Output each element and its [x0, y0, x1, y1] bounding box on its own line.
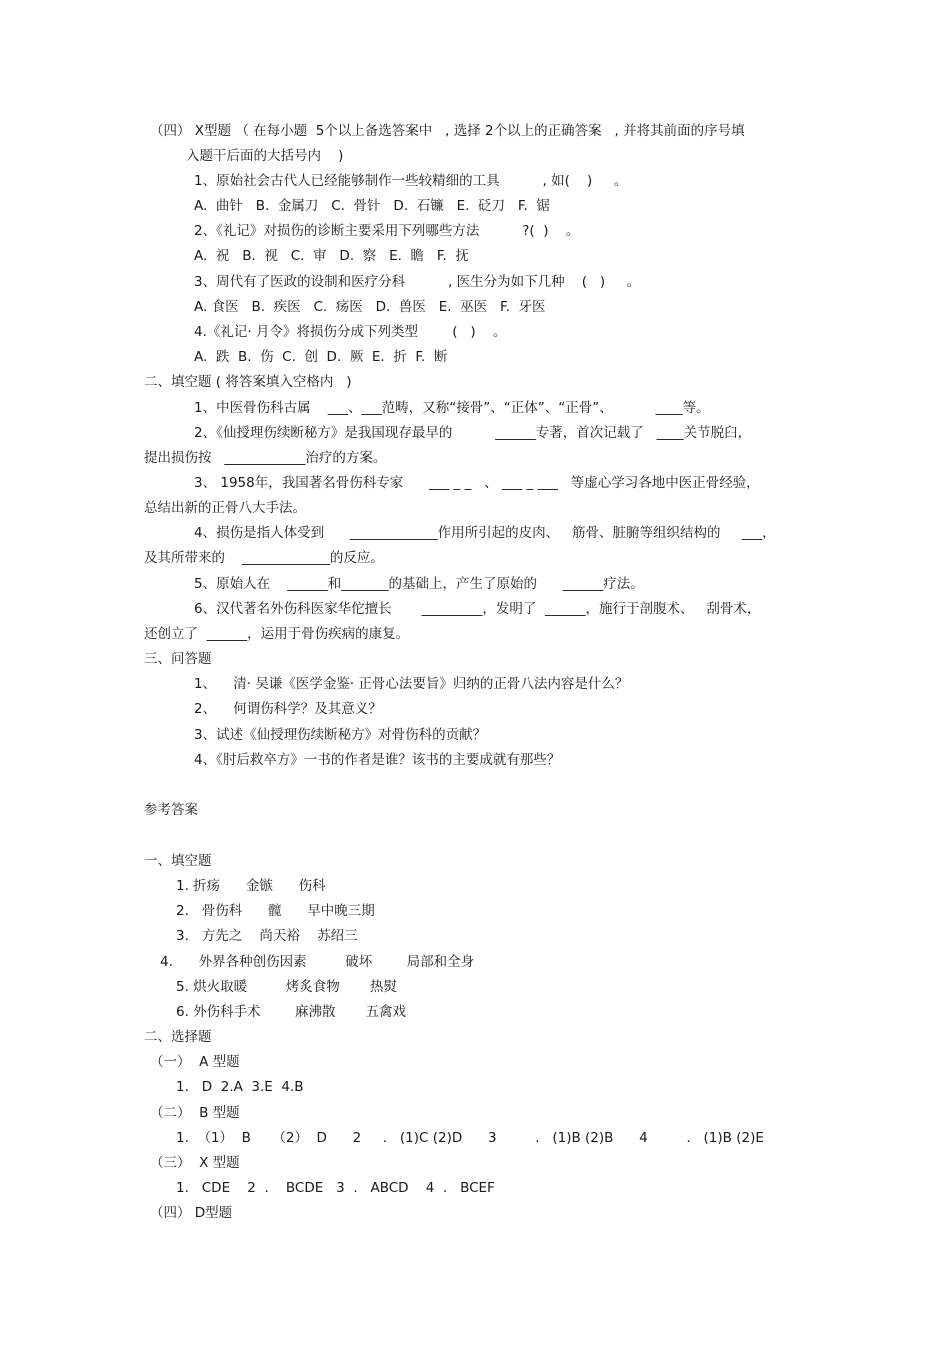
x-type-heading: （四） X型题 （ 在每小题 5个以上备选答案中 , 选择 2个以上的正确答案 , 并将其前面的序号填	[150, 123, 745, 139]
fill-question-2: 2、《仙授理伤续断秘方》是我国现存最早的 ______专著，首次记载了 ____关节脱臼，	[194, 425, 752, 441]
answer-choice-heading: 二、选择题	[144, 1029, 212, 1045]
qa-question-1: 1、 清· 吴谦《医学金鉴· 正骨心法要旨》归纳的正骨八法内容是什么？	[194, 676, 629, 692]
answer-fill-5: 5. 烘火取暖 烤炙食物 热熨	[176, 979, 397, 995]
x-question-4: 4.《礼记· 月令》将损伤分成下列类型 ( ) 。	[194, 324, 507, 340]
x-question-2: 2、《礼记》对损伤的诊断主要采用下列哪些方法 ?( ) 。	[194, 223, 580, 239]
answer-d-type-heading: （四） D型题	[150, 1205, 233, 1221]
answer-a-type: 1. D 2.A 3.E 4.B	[176, 1079, 304, 1095]
fill-question-1: 1、中医骨伤科古属 ___、___范畴，又称“接骨”、“正体”、“正骨”、 ____等。	[194, 400, 710, 416]
answer-key-title: 参考答案	[144, 802, 198, 818]
fill-question-3-cont: 总结出新的正骨八大手法。	[144, 500, 306, 516]
answer-x-type: 1. CDE 2 . BCDE 3 . ABCD 4 . BCEF	[176, 1180, 495, 1196]
qa-heading: 三、问答题	[144, 651, 212, 667]
qa-question-2: 2、 何谓伤科学？及其意义？	[194, 701, 382, 717]
answer-x-type-heading: （三） X 型题	[150, 1155, 240, 1171]
x-question-4-options: A. 跌 B. 伤 C. 创 D. 厥 E. 折 F. 断	[194, 349, 448, 365]
x-question-3: 3、周代有了医政的设制和医疗分科 , 医生分为如下几种 ( ) 。	[194, 274, 641, 290]
answer-fill-2: 2. 骨伤科 髋 早中晚三期	[176, 903, 375, 919]
answer-fill-3: 3. 方先之 尚天裕 苏绍三	[176, 928, 358, 944]
fill-question-5: 5、原始人在 ______和_______的基础上，产生了原始的 ______疗法。	[194, 576, 644, 592]
x-question-2-options: A. 祝 B. 视 C. 审 D. 察 E. 瞻 F. 抚	[194, 248, 469, 264]
answer-b-type: 1. （1） B （2） D 2 . (1)C (2)D 3 . (1)B (2)B 4 . (1)B (2)E	[176, 1130, 764, 1146]
answer-fill-1: 1. 折疡 金镞 伤科	[176, 878, 326, 894]
fill-question-4-cont: 及其所带来的 _____________的反应。	[144, 550, 384, 566]
x-question-1: 1、原始社会古代人已经能够制作一些较精细的工具 , 如( ) 。	[194, 173, 628, 189]
answer-fill-4: 4. 外界各种创伤因素 破坏 局部和全身	[160, 954, 475, 970]
fill-question-2-cont: 提出损伤按 ____________治疗的方案。	[144, 450, 387, 466]
x-type-heading-cont: 入题干后面的大括号内 )	[186, 148, 344, 164]
fill-question-6-cont: 还创立了 ______，运用于骨伤疾病的康复。	[144, 626, 410, 642]
x-question-3-options: A. 食医 B. 疾医 C. 疡医 D. 兽医 E. 巫医 F. 牙医	[194, 299, 546, 315]
qa-question-4: 4、《肘后救卒方》一书的作者是谁？该书的主要成就有那些？	[194, 752, 561, 768]
fill-question-6: 6、汉代著名外伤科医家华佗擅长 _________，发明了 ______，施行于剖腹术、 刮骨术，	[194, 601, 761, 617]
fill-question-4: 4、损伤是指人体受到 _____________作用所引起的皮肉、 筋骨、脏腑等组织结构的 ___，	[194, 525, 776, 541]
answer-a-type-heading: （一） A 型题	[150, 1054, 240, 1070]
fill-question-3: 3、 1958年，我国著名骨伤科专家 ___ _ _ 、 ___ _ ___ 等虚心学习各地中医正骨经验，	[194, 475, 760, 491]
answer-fill-heading: 一、填空题	[144, 853, 212, 869]
x-question-1-options: A. 曲针 B. 金属刀 C. 骨针 D. 石镰 E. 砭刀 F. 锯	[194, 198, 550, 214]
answer-b-type-heading: （二） B 型题	[150, 1105, 240, 1121]
qa-question-3: 3、试述《仙授理伤续断秘方》对骨伤科的贡献？	[194, 727, 487, 743]
answer-fill-6: 6. 外伤科手术 麻沸散 五禽戏	[176, 1004, 407, 1020]
fill-blank-heading: 二、填空题 ( 将答案填入空格内 )	[144, 374, 352, 390]
